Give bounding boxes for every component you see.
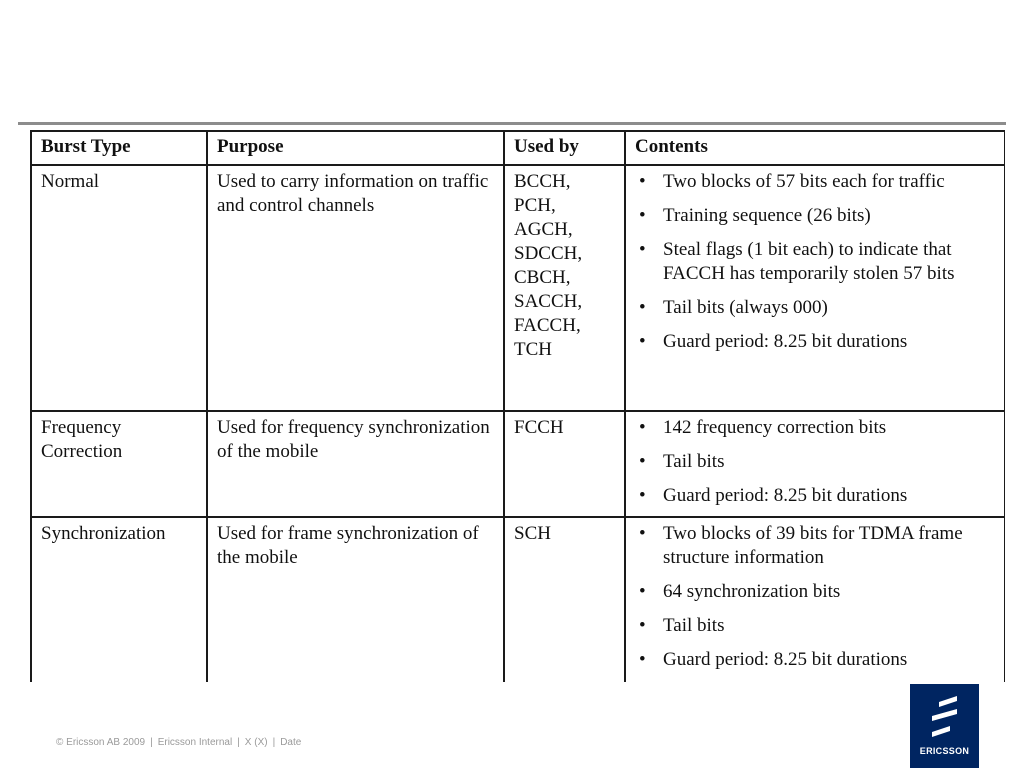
- bullet-icon: •: [639, 331, 646, 352]
- bullet-icon: •: [639, 205, 646, 226]
- ericsson-logo-icon: [930, 696, 959, 738]
- table-row-synchronization: [31, 517, 1005, 682]
- channel-name: SDCCH,: [514, 243, 583, 264]
- bullet-icon: •: [639, 171, 646, 192]
- footer-copyright: © Ericsson AB 2009: [56, 737, 146, 748]
- channel-name: TCH: [514, 339, 552, 360]
- footer-separator: |: [237, 737, 240, 748]
- used-by-cell: [504, 517, 625, 682]
- list-item: • Guard period: 8.25 bit durations: [639, 331, 908, 352]
- contents-cell: [625, 165, 1005, 411]
- table-row-normal: [31, 165, 1005, 411]
- list-item: • 142 frequency correction bits: [639, 417, 887, 438]
- purpose-cell: Used to carry information on traffic and control channels: [207, 165, 504, 411]
- bullet-icon: •: [639, 297, 646, 318]
- contents-cell: [625, 411, 1005, 517]
- footer-classification: Ericsson Internal: [157, 737, 233, 748]
- channel-name: SACCH,: [514, 291, 583, 312]
- channel-name: FACCH,: [514, 315, 581, 336]
- bullet-icon: •: [639, 649, 646, 670]
- bullet-icon: •: [639, 417, 646, 438]
- ericsson-logo: [910, 684, 979, 768]
- channel-name: SCH: [514, 523, 551, 544]
- header-burst-type: Burst Type: [31, 131, 207, 165]
- list-item: • Guard period: 8.25 bit durations: [639, 649, 908, 670]
- bullet-icon: •: [639, 523, 646, 544]
- used-by-cell: [504, 411, 625, 517]
- purpose-cell: Used for frequency synchronization of the mobile: [207, 411, 504, 517]
- slide-footer: [56, 737, 301, 748]
- footer-separator: |: [150, 737, 153, 748]
- channel-name: FCCH: [514, 417, 564, 438]
- table-header-row: [31, 131, 1005, 165]
- footer-revision: X (X): [244, 737, 268, 748]
- header-used-by: Used by: [504, 131, 625, 165]
- header-contents: Contents: [625, 131, 1005, 165]
- contents-cell: [625, 517, 1005, 682]
- footer-separator: |: [272, 737, 276, 748]
- list-item: • Tail bits (always 000): [639, 297, 828, 318]
- purpose-cell: Used for frame synchronization of the mobile: [207, 517, 504, 682]
- header-divider: [18, 122, 1006, 125]
- used-by-cell: [504, 165, 625, 411]
- list-item: • Tail bits: [639, 615, 725, 636]
- ericsson-wordmark: ERICSSON: [919, 746, 970, 756]
- bullet-icon: •: [639, 451, 646, 472]
- bullet-icon: •: [639, 615, 646, 636]
- list-item: • Training sequence (26 bits): [639, 205, 871, 226]
- list-item: • Two blocks of 57 bits each for traffic: [639, 171, 945, 192]
- table-row-frequency-correction: [31, 411, 1005, 517]
- burst-type-cell: Synchronization: [31, 517, 207, 682]
- list-item: • Two blocks of 39 bits for TDMA frame structure information: [639, 523, 963, 568]
- header-purpose: Purpose: [207, 131, 504, 165]
- burst-type-cell: Frequency Correction: [31, 411, 207, 517]
- contents-list: [635, 522, 995, 672]
- contents-list: [635, 416, 995, 508]
- list-item: • Tail bits: [639, 451, 725, 472]
- bullet-icon: •: [639, 581, 646, 602]
- channel-name: BCCH,: [514, 171, 571, 192]
- channel-name: AGCH,: [514, 219, 573, 240]
- bullet-icon: •: [639, 485, 646, 506]
- list-item: • Guard period: 8.25 bit durations: [639, 485, 908, 506]
- footer-date: Date: [280, 737, 302, 748]
- list-item: • Steal flags (1 bit each) to indicate that FACCH has temporarily stolen 57 bits: [639, 239, 955, 284]
- contents-list: [635, 170, 995, 354]
- channel-name: PCH,: [514, 195, 556, 216]
- burst-type-cell: Normal: [31, 165, 207, 411]
- burst-types-table: [30, 130, 1005, 682]
- channel-name: CBCH,: [514, 267, 571, 288]
- bullet-icon: •: [639, 239, 646, 260]
- burst-types-table-container: [30, 130, 1005, 682]
- list-item: • 64 synchronization bits: [639, 581, 841, 602]
